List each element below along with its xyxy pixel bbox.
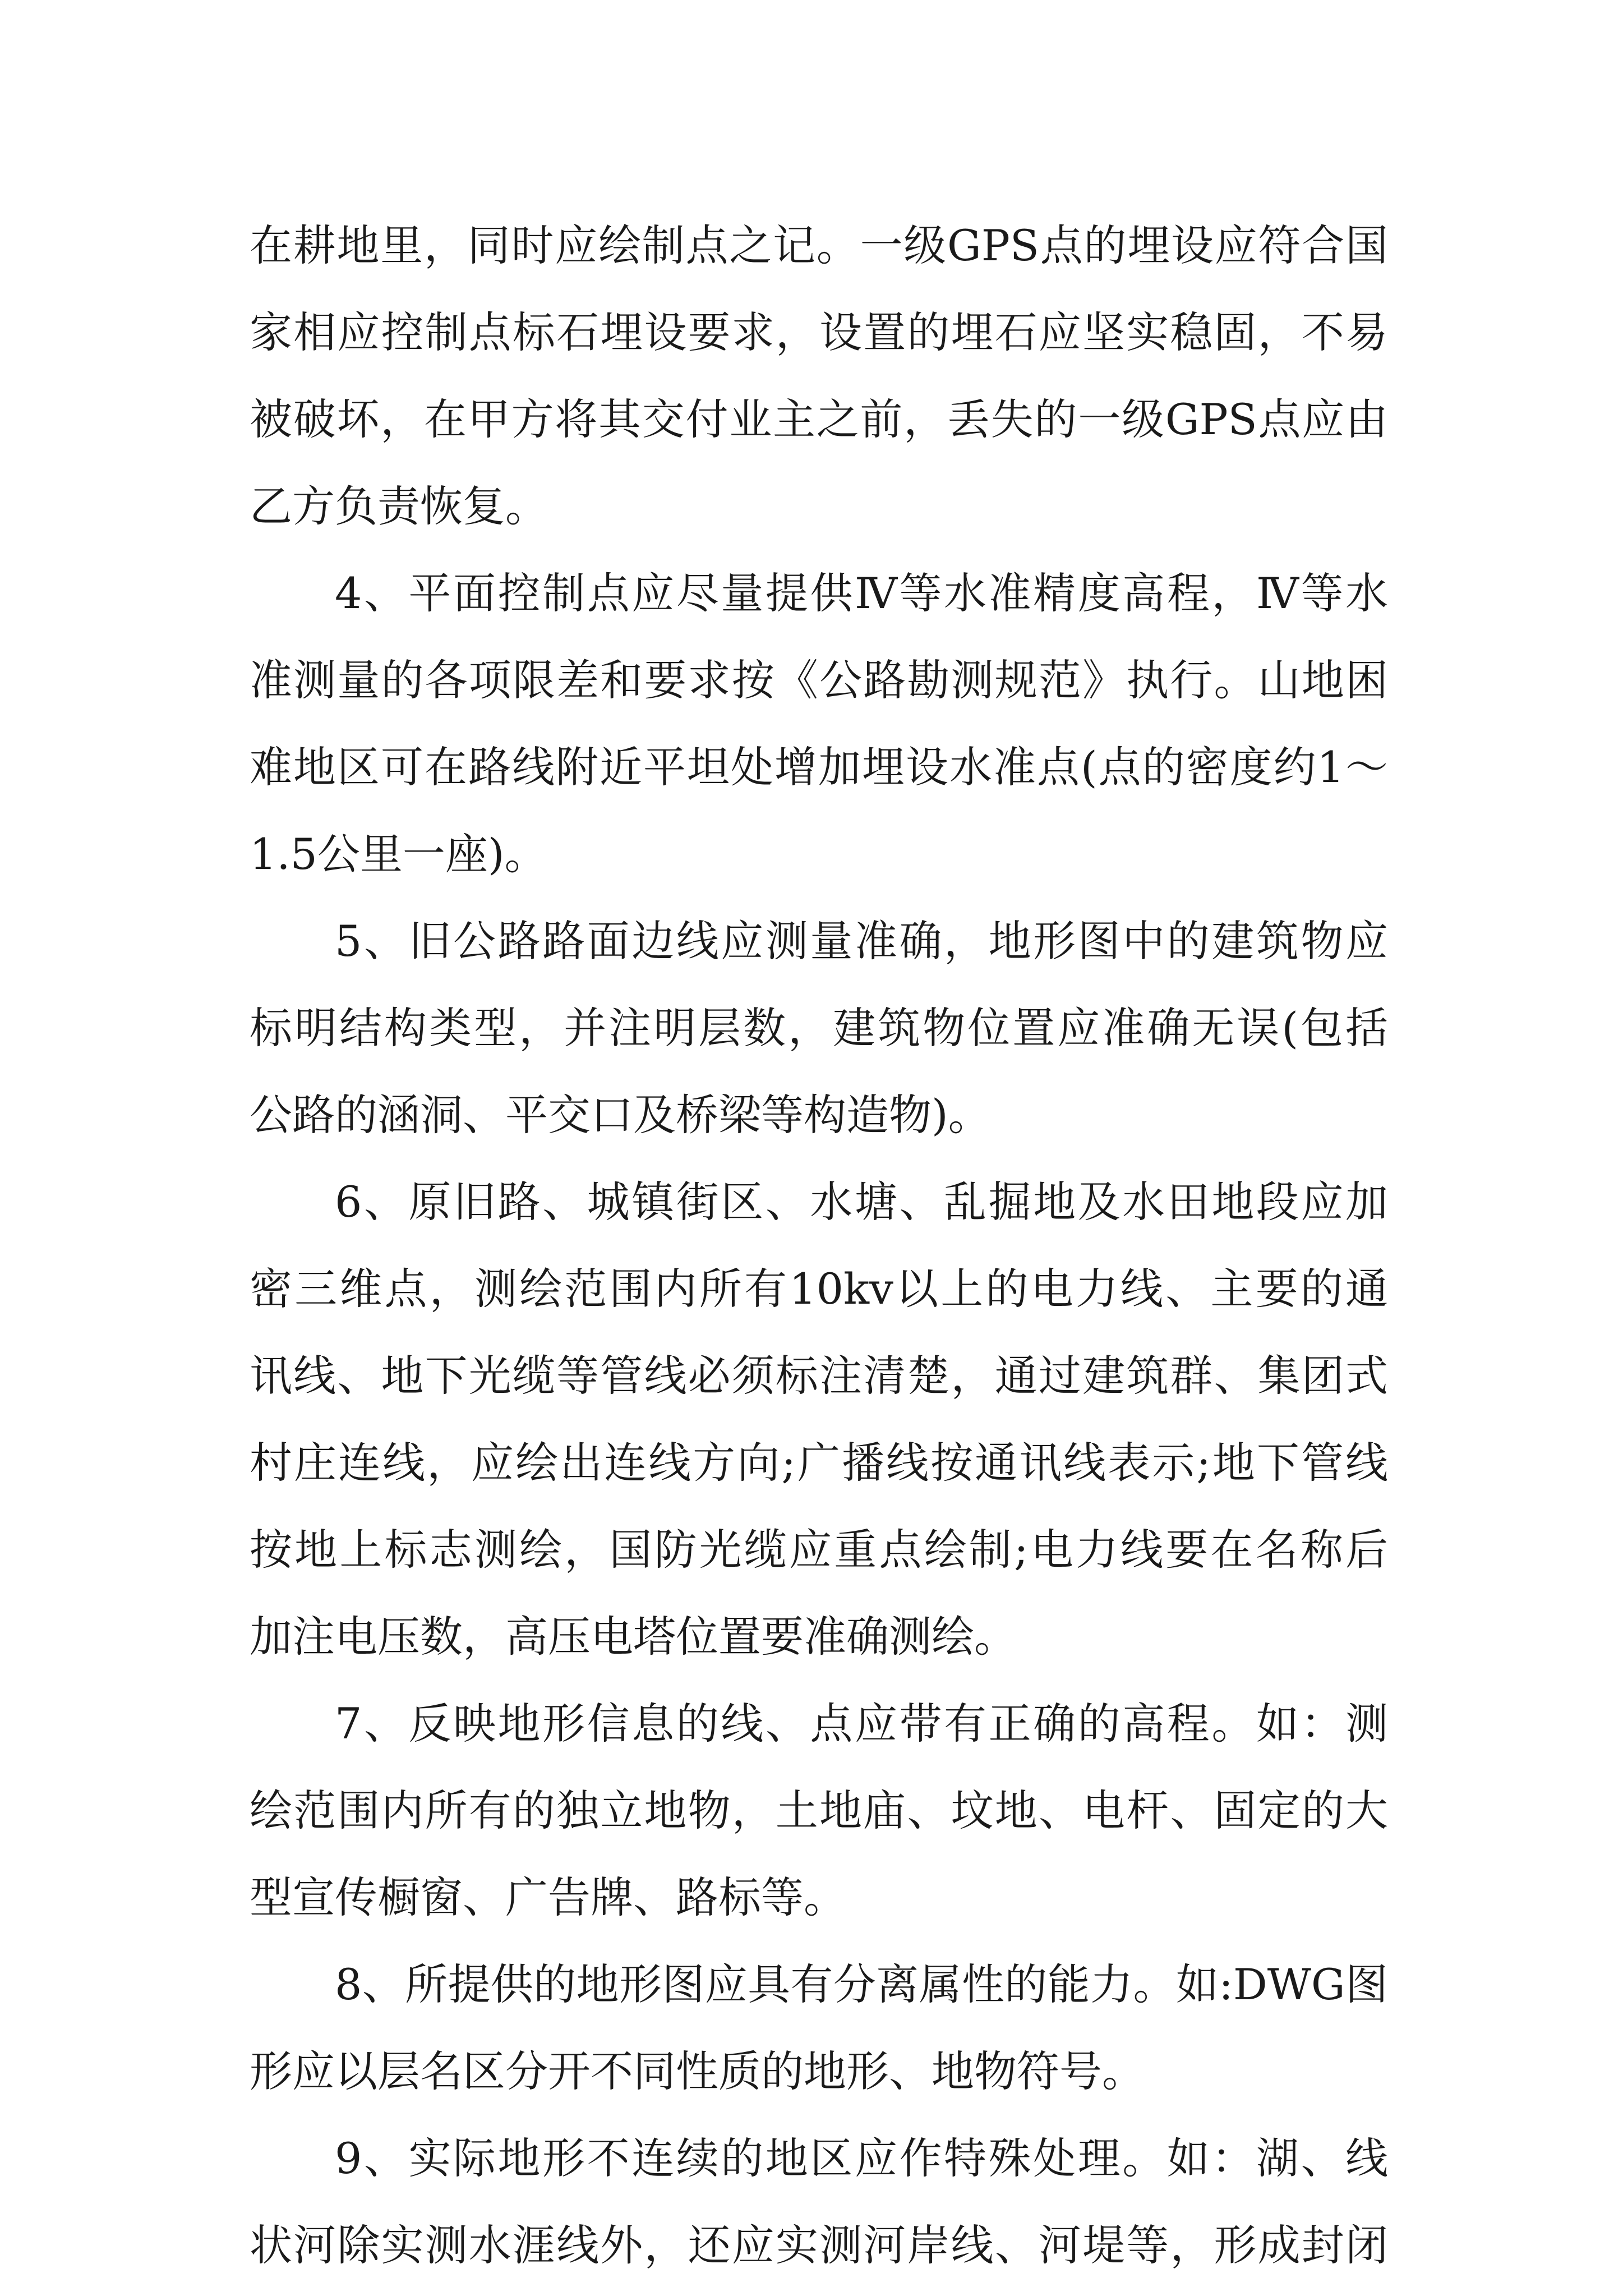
paragraph-gps-continuation	[250, 202, 1388, 550]
text-line: 绘范围内所有的独立地物，土地庙、坟地、电杆、固定的大	[250, 1786, 1388, 1835]
document-body	[250, 202, 1388, 2289]
text-line: 形应以层名区分开不同性质的地形、地物符号。	[250, 2046, 1145, 2096]
paragraph-item-9	[250, 2115, 1388, 2289]
text-line: 1.5公里一座)。	[250, 829, 547, 879]
text-line: 村庄连线，应绘出连线方向;广播线按通讯线表示;地下管线	[250, 1438, 1388, 1488]
text-line: 按地上标志测绘，国防光缆应重点绘制;电力线要在名称后	[250, 1525, 1388, 1575]
text-line: 型宣传橱窗、广告牌、路标等。	[250, 1872, 846, 1922]
text-line: 公路的涵洞、平交口及桥梁等构造物)。	[250, 1090, 991, 1140]
paragraph-item-8	[250, 1941, 1388, 2115]
text-line: 6、原旧路、城镇街区、水塘、乱掘地及水田地段应加	[335, 1177, 1388, 1227]
text-line: 乙方负责恢复。	[250, 481, 548, 531]
text-line: 4、平面控制点应尽量提供Ⅳ等水准精度高程，Ⅳ等水	[335, 568, 1388, 618]
text-line: 讯线、地下光缆等管线必须标注清楚，通过建筑群、集团式	[250, 1351, 1388, 1401]
text-line: 难地区可在路线附近平坦处增加埋设水准点(点的密度约1～	[250, 742, 1388, 792]
text-line: 状河除实测水涯线外，还应实测河岸线、河堤等，形成封闭	[250, 2220, 1388, 2270]
text-line: 5、旧公路路面边线应测量准确，地形图中的建筑物应	[335, 916, 1388, 966]
text-line: 9、实际地形不连续的地区应作特殊处理。如：湖、线	[335, 2133, 1388, 2183]
text-line: 准测量的各项限差和要求按《公路勘测规范》执行。山地困	[250, 655, 1388, 705]
text-line: 标明结构类型，并注明层数，建筑物位置应准确无误(包括	[250, 1003, 1388, 1053]
paragraph-item-5	[250, 898, 1388, 1158]
paragraph-item-7	[250, 1680, 1388, 1941]
paragraph-item-6	[250, 1158, 1388, 1680]
text-line: 家相应控制点标石埋设要求，设置的埋石应坚实稳固，不易	[250, 307, 1388, 357]
text-line: 7、反映地形信息的线、点应带有正确的高程。如：测	[335, 1699, 1388, 1749]
paragraph-item-4	[250, 550, 1388, 898]
text-line: 被破坏，在甲方将其交付业主之前，丢失的一级GPS点应由	[250, 394, 1388, 444]
text-line: 在耕地里，同时应绘制点之记。一级GPS点的埋设应符合国	[250, 220, 1388, 270]
text-line: 加注电压数，高压电塔位置要准确测绘。	[250, 1612, 1017, 1662]
text-line: 密三维点，测绘范围内所有10kv以上的电力线、主要的通	[250, 1264, 1388, 1314]
text-line: 8、所提供的地形图应具有分离属性的能力。如:DWG图	[335, 1959, 1388, 2009]
